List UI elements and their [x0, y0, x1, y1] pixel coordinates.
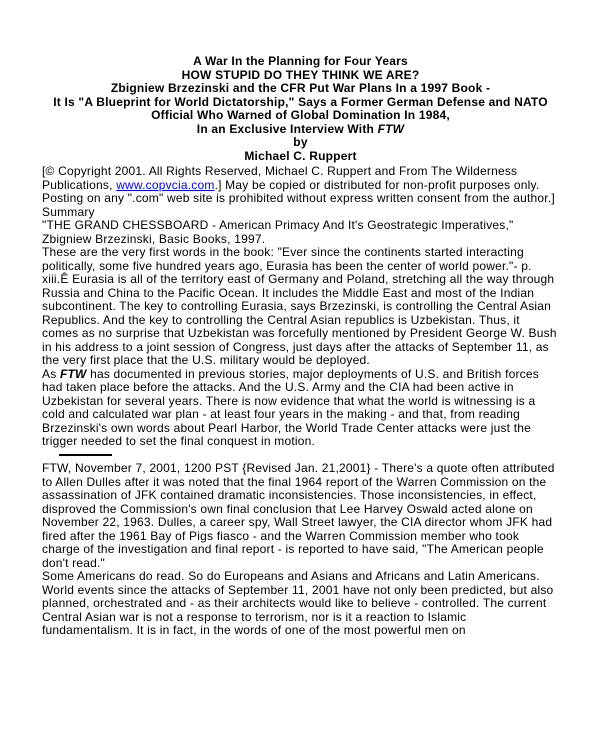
- readers-paragraph: Some Americans do read. So do Europeans and Asians and Africans and Latin Americans.: [42, 569, 540, 583]
- document-header: [42, 55, 559, 163]
- dulles-paragraph: FTW, November 7, 2001, 1200 PST {Revised Jan. 21,2001} - There's a quote often attributed to Allen Dulles after it was noted that the final 1964 report of the Warren Commission on the assassination of JFK contained dramatic inconsistencies. Those inconsistencies, in effect, disproved the Commission's own final conclusion that Lee Harvey Oswald acted alone on November 22, 1963. Dulles, a career spy, Wall Street lawyer, the CIA director whom JFK had fired after the 1961 Bay of Pigs fiasco - and the Warren Commission member who took charge of the investigation and final report - is reported to have said, "The American people don't read.": [42, 461, 555, 570]
- copyright-notice: [42, 165, 559, 206]
- title-line-6: [42, 123, 559, 137]
- title-line-1: A War In the Planning for Four Years: [193, 54, 408, 68]
- byline: by: [293, 135, 308, 149]
- author-name: Michael C. Ruppert: [244, 148, 357, 163]
- title-line-3: Zbigniew Brzezinski and the CFR Put War Plans In a 1997 Book -: [110, 81, 491, 95]
- ftw-paragraph-before: As: [42, 366, 60, 381]
- title-line-4: It Is "A Blueprint for World Dictatorship," Says a Former German Defense and NATO: [53, 94, 548, 109]
- ftw-deployments-paragraph: [42, 368, 559, 449]
- summary-label: Summary: [42, 204, 95, 219]
- title-line-2: HOW STUPID DO THEY THINK WE ARE?: [181, 67, 420, 82]
- chessboard-citation: "THE GRAND CHESSBOARD - American Primacy And It's Geostrategic Imperatives," Zbigniew Brzezinski, Basic Books, 1997.: [42, 218, 514, 246]
- eurasia-paragraph: These are the very first words in the book: "Ever since the continents started interacting politically, some five hundred years ago, Eurasia has been the center of world power."- p. xiii.Ê Eurasia is all of the territory east of Germany and Poland, stretching all the way through Russia and China to the Pacific Ocean. It includes the Middle East and most of the Indian subcontinent. The key to controlling Eurasia, says Brzezinski, is controlling the Central Asian Republics. And the key to controlling the Central Asian republics is Uzbekistan. Thus, it comes as no surprise that Uzbekistan was forcefully mentioned by President George W. Bush in his address to a joint session of Congress, just days after the attacks of September 11, as the very first place that the U.S. military would be deployed.: [42, 245, 557, 367]
- ftw-journal-name: FTW: [377, 121, 405, 136]
- title-line-6-text: In an Exclusive Interview With: [196, 121, 378, 136]
- world-events-paragraph: World events since the attacks of September 11, 2001 have not only been predicted, but also planned, orchestrated and - as their architects would like to believe - controlled. The current Central Asian war is not a response to terrorism, nor is it a reaction to Islamic fundamentalism. It is in fact, in the words of one of the most powerful men on: [42, 582, 554, 637]
- ftw-paragraph-after: has documented in previous stories, major deployments of U.S. and British forces had taken place before the attacks. And the U.S. Army and the CIA had been active in Uzbekistan for several years. There is now evidence that what the world is witnessing is a cold and calculated war plan - at least four years in the making - and that, from reading Brzezinski's own words about Pearl Harbor, the World Trade Center attacks were just the trigger needed to set the final conquest in motion.: [42, 366, 539, 448]
- copvcia-link[interactable]: www.copvcia.com: [116, 177, 215, 192]
- divider-rule: [59, 454, 112, 456]
- ftw-journal-name: FTW: [59, 366, 87, 381]
- title-line-5: Official Who Warned of Global Domination In 1984,: [151, 108, 450, 122]
- copyright-text-after-link: .] May be copied or distributed for non-profit purposes only. Posting on any ".com" web site is prohibited without express written consent from the author.]: [42, 177, 555, 205]
- section-divider: [42, 449, 559, 463]
- copyright-text-before-link: [© Copyright 2001. All Rights Reserved, Michael C. Ruppert and From The Wilderness Publications,: [42, 164, 518, 192]
